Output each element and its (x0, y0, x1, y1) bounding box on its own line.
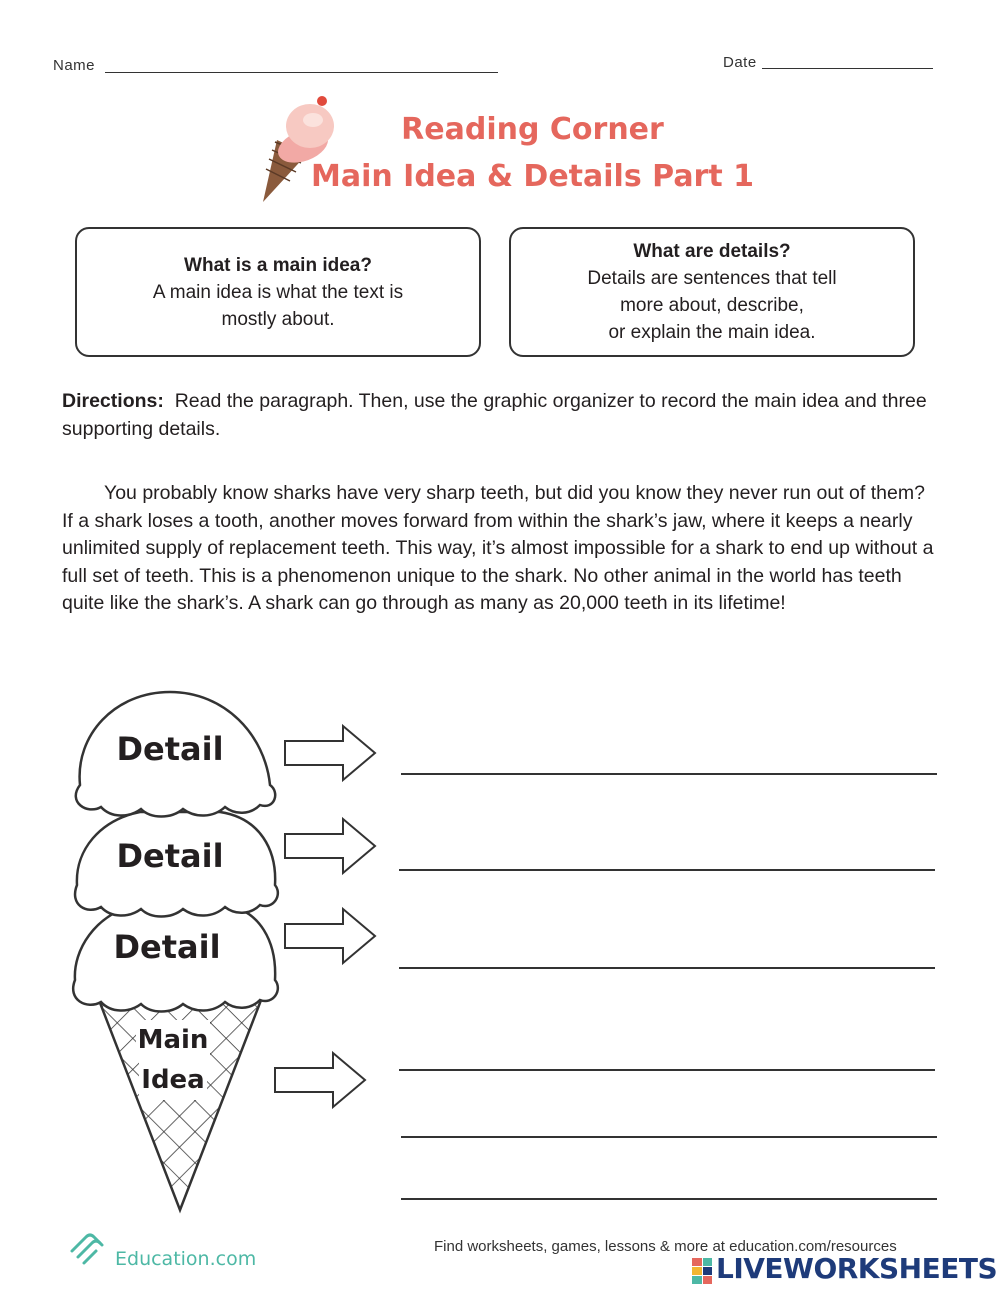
education-brand: Education.com (115, 1248, 257, 1270)
reading-paragraph: You probably know sharks have very sharp teeth, but did you know they never run out of them? If a shark loses a tooth, another moves forward from within the shark’s jaw, where it keeps a nearly unlimited supply of replacement teeth. This way, it’s almost impossible for a shark to end up without a full set of teeth. This is a phenomenon unique to the shark. No other animal in the world has teeth quite like the shark’s. A shark can go through as many as 20,000 teeth in its lifetime! (62, 482, 934, 614)
arrow-right-icon (283, 723, 378, 783)
directions-text: Read the paragraph. Then, use the graphic organizer to record the main idea and three supporting details. (62, 390, 927, 440)
name-label: Name (53, 57, 96, 74)
main-idea-text-line-2: mostly about. (221, 308, 335, 330)
details-text-line-2: more about, describe, (620, 295, 804, 316)
date-field-line[interactable] (762, 68, 933, 69)
name-field-line[interactable] (105, 72, 498, 73)
arrow-right-icon (283, 816, 378, 876)
details-text-line-3: or explain the main idea. (608, 322, 816, 343)
scoop-2-label: Detail (116, 837, 224, 875)
page-subtitle: Main Idea & Details Part 1 (310, 159, 755, 194)
scoop-3-label: Detail (113, 928, 221, 966)
liveworksheets-logo-icon (692, 1258, 712, 1284)
directions-label: Directions: (62, 390, 164, 412)
detail-1-answer-line[interactable] (401, 773, 937, 775)
cone-label-line-1: Main (136, 1020, 211, 1060)
main-idea-text-line-1: A main idea is what the text is (152, 281, 404, 303)
scoop-1-label: Detail (116, 730, 224, 768)
main-idea-definition-box (75, 227, 481, 357)
details-heading: What are details? (633, 241, 791, 262)
cone-label (118, 1020, 228, 1100)
main-idea-heading: What is a main idea? (184, 254, 372, 276)
education-logo-icon (68, 1229, 110, 1271)
details-definition-box (509, 227, 915, 357)
resources-text: Find worksheets, games, lessons & more at education.com/resources (434, 1238, 897, 1255)
detail-2-answer-line[interactable] (399, 869, 935, 871)
arrow-right-icon (273, 1050, 368, 1110)
detail-3-answer-line[interactable] (399, 967, 935, 969)
arrow-right-icon (283, 906, 378, 966)
details-text-line-1: Details are sentences that tell (587, 268, 837, 289)
main-idea-answer-line-1[interactable] (399, 1069, 935, 1071)
page-title: Reading Corner (401, 112, 664, 147)
liveworksheets-logo: LIVEWORKSHEETS (716, 1252, 998, 1285)
main-idea-answer-line-2[interactable] (401, 1136, 937, 1138)
cone-label-line-2: Idea (139, 1060, 206, 1100)
directions (62, 388, 937, 443)
main-idea-answer-line-3[interactable] (401, 1198, 937, 1200)
date-label: Date (723, 54, 757, 71)
